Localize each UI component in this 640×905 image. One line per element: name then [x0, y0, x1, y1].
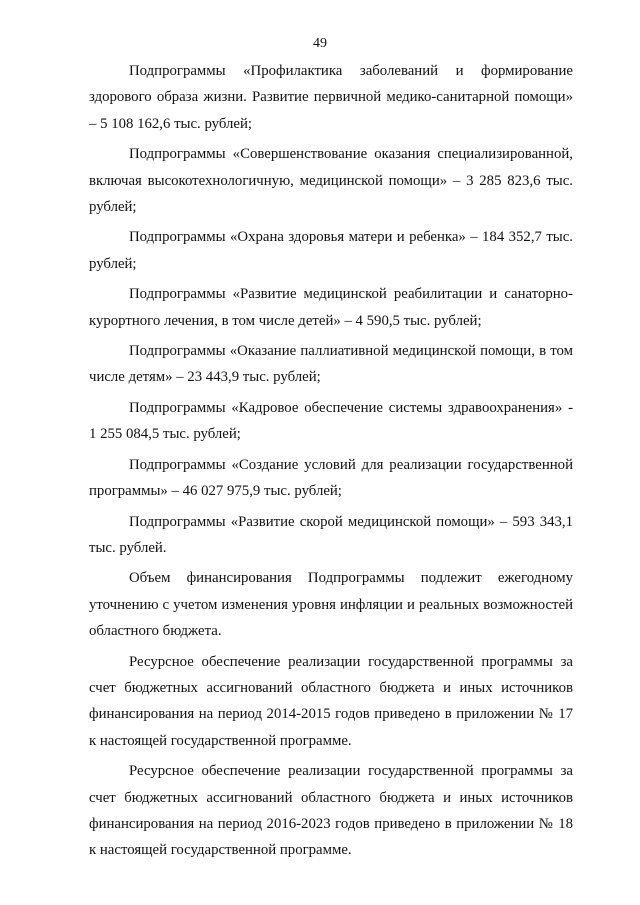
paragraph-funding-adjustment: Объем финансирования Подпрограммы подлежит ежегодному уточнению с учетом изменения уровня инфляции и реальных возможностей областного бюджета.: [89, 570, 573, 640]
document-body: [89, 58, 573, 864]
paragraph-subprogram-emergency-care: Подпрограммы «Развитие скорой медицинской помощи» – 593 343,1 тыс. рублей.: [89, 513, 573, 556]
page-number: 49: [313, 36, 327, 51]
paragraph-resources-2014-2015: Ресурсное обеспечение реализации государственной программы за счет бюджетных ассигнований областного бюджета и иных источников финансирования на период 2014-2015 годов приведено в приложении № 17 к настоящей государственной программе.: [89, 653, 573, 749]
paragraph-resources-2016-2023: Ресурсное обеспечение реализации государственной программы за счет бюджетных ассигнований областного бюджета и иных источников финансирования на период 2016-2023 годов приведено в приложении № 18 к настоящей государственной программе.: [89, 763, 573, 859]
paragraph-subprogram-palliative-care: Подпрограммы «Оказание паллиативной медицинской помощи, в том числе детям» – 23 443,9 тыс. рублей;: [89, 343, 573, 386]
paragraph-subprogram-specialized-care: Подпрограммы «Совершенствование оказания специализированной, включая высокотехнологичную, медицинской помощи» – 3 285 823,6 тыс. рублей;: [89, 146, 573, 216]
paragraph-subprogram-conditions: Подпрограммы «Создание условий для реализации государственной программы» – 46 027 975,9 тыс. рублей;: [89, 456, 573, 500]
paragraph-subprogram-rehabilitation: Подпрограммы «Развитие медицинской реабилитации и санаторно-курортного лечения, в том числе детей» – 4 590,5 тыс. рублей;: [89, 286, 573, 329]
paragraph-subprogram-prevention: Подпрограммы «Профилактика заболеваний и формирование здорового образа жизни. Развитие первичной медико-санитарной помощи» – 5 108 162,6 тыс. рублей;: [89, 63, 573, 132]
paragraph-subprogram-staffing: Подпрограммы «Кадровое обеспечение системы здравоохранения» - 1 255 084,5 тыс. рублей;: [89, 399, 573, 443]
paragraph-subprogram-maternal-health: Подпрограммы «Охрана здоровья матери и ребенка» – 184 352,7 тыс. рублей;: [89, 229, 573, 272]
